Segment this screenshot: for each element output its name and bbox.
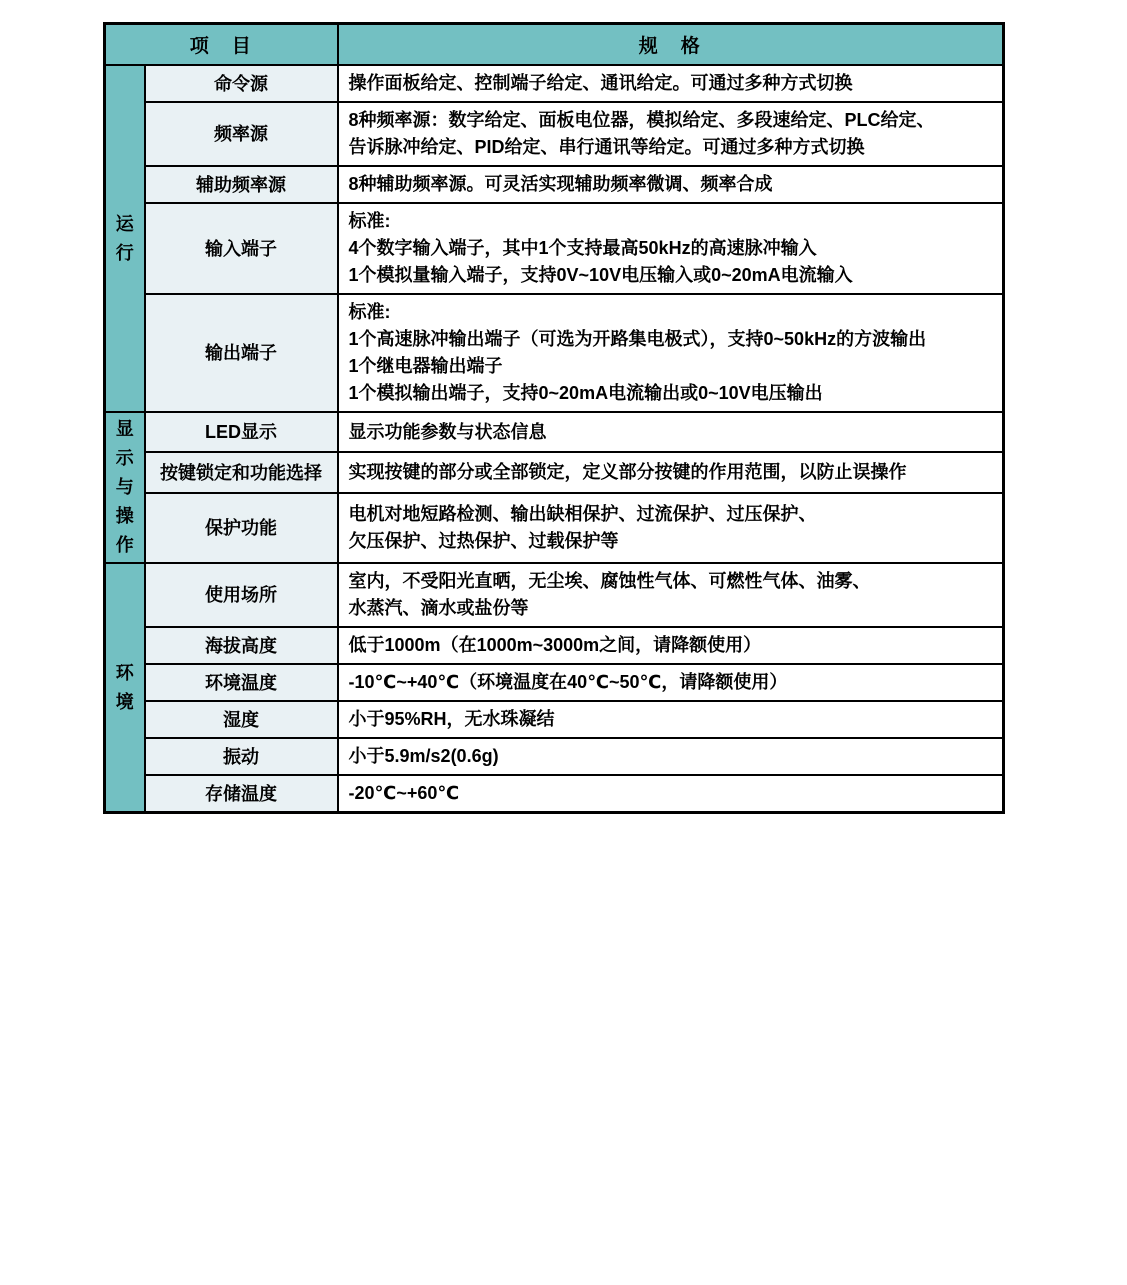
item-name-cell: 按键锁定和功能选择 [145,452,338,492]
item-name-cell: 输出端子 [145,294,338,412]
spec-text-cell: 室内，不受阳光直晒，无尘埃、腐蚀性气体、可燃性气体、油雾、 水蒸汽、滴水或盐份等 [338,563,1004,627]
item-name-cell: 环境温度 [145,664,338,701]
spec-text-cell: -20℃~+60℃ [338,775,1004,813]
group-label: 运 行 [105,65,145,412]
spec-text-cell: 电机对地短路检测、输出缺相保护、过流保护、过压保护、 欠压保护、过热保护、过载保护等 [338,493,1004,563]
item-name-cell: 使用场所 [145,563,338,627]
spec-text-cell: 低于1000m（在1000m~3000m之间，请降额使用） [338,627,1004,664]
table-row [105,102,1004,166]
spec-text-cell: 操作面板给定、控制端子给定、通讯给定。可通过多种方式切换 [338,65,1004,102]
spec-text-cell: 标准: 4个数字输入端子，其中1个支持最高50kHz的高速脉冲输入 1个模拟量输入端子，支持0V~10V电压输入或0~20mA电流输入 [338,203,1004,294]
table-row [105,412,1004,452]
table-row [105,452,1004,492]
spec-text-cell: 显示功能参数与状态信息 [338,412,1004,452]
item-name-cell: 保护功能 [145,493,338,563]
table-row [105,203,1004,294]
item-name-cell: 输入端子 [145,203,338,294]
header-row [105,24,1004,66]
item-name-cell: 命令源 [145,65,338,102]
spec-text-cell: 小于5.9m/s2(0.6g) [338,738,1004,775]
table-row [105,493,1004,563]
spec-text-cell: 8种辅助频率源。可灵活实现辅助频率微调、频率合成 [338,166,1004,203]
group-label: 环 境 [105,563,145,813]
header-spec-column: 规 格 [338,24,1004,66]
table-row [105,166,1004,203]
group-label: 显 示 与 操 作 [105,412,145,563]
item-name-cell: 频率源 [145,102,338,166]
item-name-cell: 辅助频率源 [145,166,338,203]
table-row [105,738,1004,775]
table-header [105,24,1004,66]
spec-text-cell: 8种频率源：数字给定、面板电位器，模拟给定、多段速给定、PLC给定、 告诉脉冲给定、PID给定、串行通讯等给定。可通过多种方式切换 [338,102,1004,166]
spec-text-cell: -10℃~+40℃（环境温度在40℃~50℃，请降额使用） [338,664,1004,701]
spec-text-cell: 标准: 1个高速脉冲输出端子（可选为开路集电极式），支持0~50kHz的方波输出 1个继电器输出端子 1个模拟输出端子，支持0~20mA电流输出或0~10V电压输出 [338,294,1004,412]
table-row [105,294,1004,412]
table-row [105,563,1004,627]
item-name-cell: 海拔高度 [145,627,338,664]
table-row [105,775,1004,813]
spec-table-body [105,65,1004,813]
table-row [105,65,1004,102]
spec-text-cell: 小于95%RH，无水珠凝结 [338,701,1004,738]
item-name-cell: 湿度 [145,701,338,738]
table-row [105,664,1004,701]
item-name-cell: 存储温度 [145,775,338,813]
spec-text-cell: 实现按键的部分或全部锁定，定义部分按键的作用范围，以防止误操作 [338,452,1004,492]
item-name-cell: LED显示 [145,412,338,452]
item-name-cell: 振动 [145,738,338,775]
header-item-column: 项 目 [105,24,338,66]
table-row [105,627,1004,664]
table-row [105,701,1004,738]
specification-table [103,22,1005,814]
